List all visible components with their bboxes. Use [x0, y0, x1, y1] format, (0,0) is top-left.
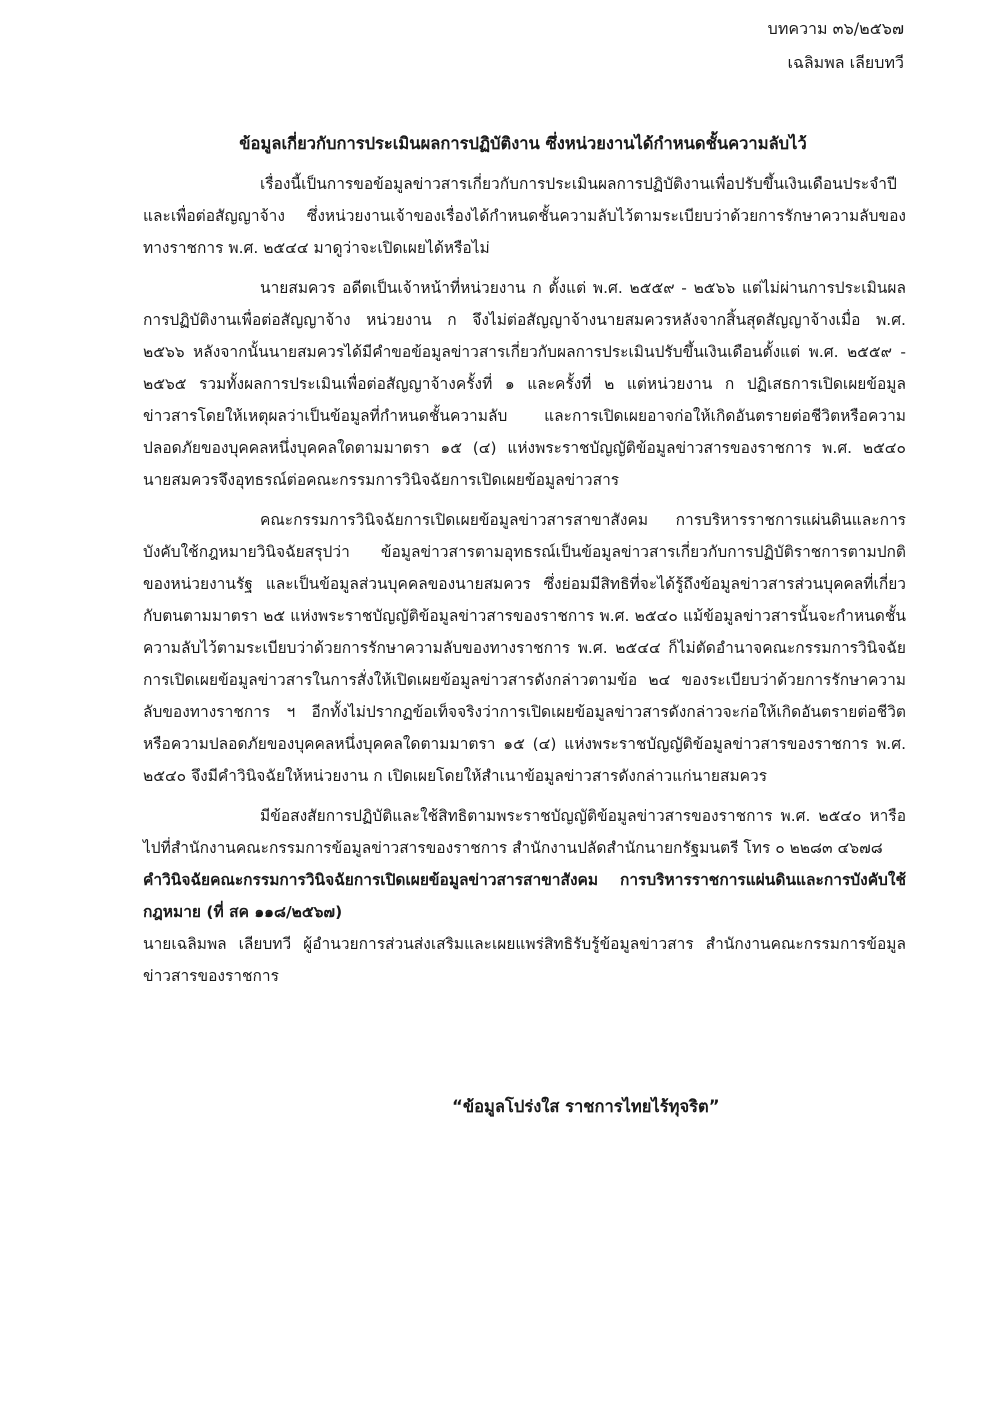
paragraph-intro: เรื่องนี้เป็นการขอข้อมูลข่าวสารเกี่ยวกับการประเมินผลการปฏิบัติงานเพื่อปรับขึ้นเงินเดือนประจำปีและเพื่อต่อสัญญาจ้าง ซึ่งหน่วยงานเจ้าของเรื่องได้กำหนดชั้นความลับไว้ตามระเบียบว่าด้วยการรักษาความลับของทางราชการ พ.ศ. ๒๕๔๔ มาดูว่าจะเปิดเผยได้หรือไม่ [143, 175, 906, 257]
article-number: บทความ ๓๖/๒๕๖๗ [767, 19, 904, 38]
paragraph-contact: มีข้อสงสัยการปฏิบัติและใช้สิทธิตามพระราชบัญญัติข้อมูลข่าวสารของราชการ พ.ศ. ๒๕๔๐ หารือไปที่สำนักงานคณะกรรมการข้อมูลข่าวสารของราชการ สำนักงานปลัดสำนักนายกรัฐมนตรี โทร ๐ ๒๒๘๓ ๔๖๗๘ [143, 807, 906, 857]
document-header [768, 12, 904, 80]
decision-reference: คำวินิจฉัยคณะกรรมการวินิจฉัยการเปิดเผยข้อมูลข่าวสารสาขาสังคม การบริหารราชการแผ่นดินและการบังคับใช้กฎหมาย (ที่ สค ๑๑๘/๒๕๖๗) [143, 871, 906, 921]
paragraph-facts: นายสมควร อดีตเป็นเจ้าหน้าที่หน่วยงาน ก ตั้งแต่ พ.ศ. ๒๕๕๙ - ๒๕๖๖ แต่ไม่ผ่านการประเมินผลการปฏิบัติงานเพื่อต่อสัญญาจ้าง หน่วยงาน ก จึงไม่ต่อสัญญาจ้างนายสมควรหลังจากสิ้นสุดสัญญาจ้างเมื่อ พ.ศ. ๒๕๖๖ หลังจากนั้นนายสมควรได้มีคำขอข้อมูลข่าวสารเกี่ยวกับผลการประเมินปรับขึ้นเงินเดือนตั้งแต่ พ.ศ. ๒๕๕๙ - ๒๕๖๕ รวมทั้งผลการประเมินเพื่อต่อสัญญาจ้างครั้งที่ ๑ และครั้งที่ ๒ แต่หน่วยงาน ก ปฏิเสธการเปิดเผยข้อมูลข่าวสารโดยให้เหตุผลว่าเป็นข้อมูลที่กำหนดชั้นความลับ และการเปิดเผยอาจก่อให้เกิดอันตรายต่อชีวิตหรือความปลอดภัยของบุคคลหนึ่งบุคคลใดตามมาตรา ๑๕ (๔) แห่งพระราชบัญญัติข้อมูลข่าวสารของราชการ พ.ศ. ๒๕๔๐ นายสมควรจึงอุทธรณ์ต่อคณะกรรมการวินิจฉัยการเปิดเผยข้อมูลข่าวสาร [143, 279, 906, 489]
author-line: นายเฉลิมพล เลียบทวี ผู้อำนวยการส่วนส่งเสริมและเผยแพร่สิทธิรับรู้ข้อมูลข่าวสาร สำนักงานคณะกรรมการข้อมูลข่าวสารของราชการ [143, 935, 906, 985]
header-author: เฉลิมพล เลียบทวี [787, 53, 904, 72]
slogan: “ข้อมูลโปร่งใส ราชการไทยไร้ทุจริต” [452, 1097, 720, 1116]
paragraph-decision: คณะกรรมการวินิจฉัยการเปิดเผยข้อมูลข่าวสารสาขาสังคม การบริหารราชการแผ่นดินและการบังคับใช้กฎหมายวินิจฉัยสรุปว่า ข้อมูลข่าวสารตามอุทธรณ์เป็นข้อมูลข่าวสารเกี่ยวกับการปฏิบัติราชการตามปกติของหน่วยงานรัฐ และเป็นข้อมูลส่วนบุคคลของนายสมควร ซึ่งย่อมมีสิทธิที่จะได้รู้ถึงข้อมูลข่าวสารส่วนบุคคลที่เกี่ยวกับตนตามมาตรา ๒๕ แห่งพระราชบัญญัติข้อมูลข่าวสารของราชการ พ.ศ. ๒๕๔๐ แม้ข้อมูลข่าวสารนั้นจะกำหนดชั้นความลับไว้ตามระเบียบว่าด้วยการรักษาความลับของทางราชการ พ.ศ. ๒๕๔๔ ก็ไม่ตัดอำนาจคณะกรรมการวินิจฉัยการเปิดเผยข้อมูลข่าวสารในการสั่งให้เปิดเผยข้อมูลข่าวสารดังกล่าวตามข้อ ๒๔ ของระเบียบว่าด้วยการรักษาความลับของทางราชการ ฯ อีกทั้งไม่ปรากฏข้อเท็จจริงว่าการเปิดเผยข้อมูลข่าวสารดังกล่าวจะก่อให้เกิดอันตรายต่อชีวิตหรือความปลอดภัยของบุคคลหนึ่งบุคคลใดตามมาตรา ๑๕ (๔) แห่งพระราชบัญญัติข้อมูลข่าวสารของราชการ พ.ศ. ๒๕๔๐ จึงมีคำวินิจฉัยให้หน่วยงาน ก เปิดเผยโดยให้สำเนาข้อมูลข่าวสารดังกล่าวแก่นายสมควร [143, 511, 906, 785]
document-title: ข้อมูลเกี่ยวกับการประเมินผลการปฏิบัติงาน ซึ่งหน่วยงานได้กำหนดชั้นความลับไว้ [239, 134, 807, 153]
document-body [143, 168, 906, 992]
